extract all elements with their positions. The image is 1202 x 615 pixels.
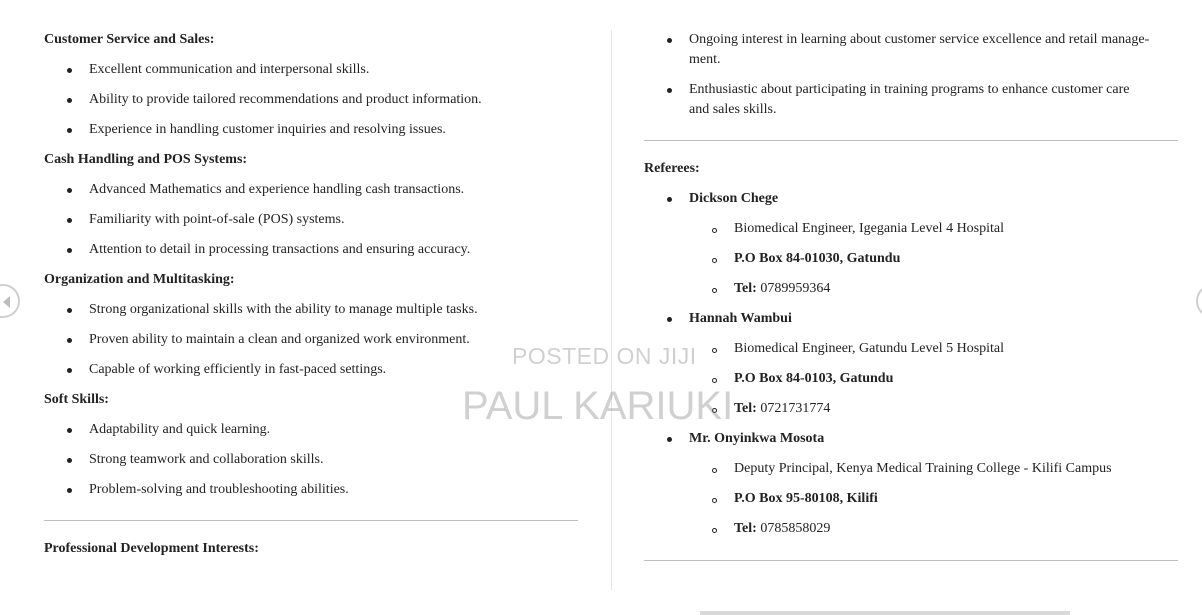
list-item: Problem-solving and troubleshooting abilities. xyxy=(89,482,349,497)
bullet-icon xyxy=(67,218,72,223)
tel-label: Tel: xyxy=(734,401,757,416)
circle-bullet-icon xyxy=(712,498,717,503)
referee-role: Deputy Principal, Kenya Medical Training College - Kilifi Campus xyxy=(734,461,1112,476)
circle-bullet-icon xyxy=(712,378,717,383)
bullet-icon xyxy=(67,188,72,193)
tel-label: Tel: xyxy=(734,281,757,296)
list-item-continuation: ment. xyxy=(689,52,721,67)
referee-name: Hannah Wambui xyxy=(689,311,792,326)
bullet-icon xyxy=(667,197,672,202)
list-item: Proven ability to maintain a clean and organized work environment. xyxy=(89,332,470,347)
list-item: Ability to provide tailored recommendations and product information. xyxy=(89,92,482,107)
bullet-icon xyxy=(67,98,72,103)
list-item: Adaptability and quick learning. xyxy=(89,422,271,437)
circle-bullet-icon xyxy=(712,348,717,353)
list-item: Excellent communication and interpersonal skills. xyxy=(89,62,370,77)
referee-role: Biomedical Engineer, Igegania Level 4 Hospital xyxy=(734,221,1005,236)
list-item: Familiarity with point-of-sale (POS) systems. xyxy=(89,212,345,227)
list-item: Experience in handling customer inquiries and resolving issues. xyxy=(89,122,446,137)
scrollbar[interactable] xyxy=(700,611,1070,615)
previous-image-arrow-icon[interactable] xyxy=(0,284,20,318)
section-heading-cash-handling: Cash Handling and POS Systems: xyxy=(44,152,248,167)
section-heading-professional-development: Professional Development Interests: xyxy=(44,541,259,556)
referee-address: P.O Box 84-0103, Gatundu xyxy=(734,371,894,386)
section-heading-customer-service: Customer Service and Sales: xyxy=(44,32,215,47)
bullet-icon xyxy=(667,38,672,43)
list-item: Strong teamwork and collaboration skills. xyxy=(89,452,324,467)
list-item-continuation: and sales skills. xyxy=(689,102,777,117)
referee-name: Dickson Chege xyxy=(689,191,779,206)
bullet-icon xyxy=(67,488,72,493)
referee-phone xyxy=(734,519,830,539)
circle-bullet-icon xyxy=(712,258,717,263)
bullet-icon xyxy=(67,368,72,373)
horizontal-rule xyxy=(44,520,578,521)
tel-number: 0789959364 xyxy=(760,281,831,296)
referee-name: Mr. Onyinkwa Mosota xyxy=(689,431,825,446)
tel-number: 0721731774 xyxy=(760,401,831,416)
list-item: Capable of working efficiently in fast-paced settings. xyxy=(89,362,387,377)
bullet-icon xyxy=(67,428,72,433)
circle-bullet-icon xyxy=(712,468,717,473)
bullet-icon xyxy=(67,338,72,343)
bullet-icon xyxy=(67,68,72,73)
bullet-icon xyxy=(67,308,72,313)
referee-address: P.O Box 84-01030, Gatundu xyxy=(734,251,901,266)
bullet-icon xyxy=(667,88,672,93)
section-heading-referees: Referees: xyxy=(644,161,700,176)
horizontal-rule xyxy=(644,560,1178,561)
referee-phone xyxy=(734,399,830,419)
tel-label: Tel: xyxy=(734,521,757,536)
list-item: Enthusiastic about participating in training programs to enhance customer care xyxy=(689,82,1130,97)
bullet-icon xyxy=(667,317,672,322)
list-item: Strong organizational skills with the ability to manage multiple tasks. xyxy=(89,302,478,317)
circle-bullet-icon xyxy=(712,528,717,533)
circle-bullet-icon xyxy=(712,288,717,293)
watermark-posted-on: POSTED ON JIJI xyxy=(512,343,697,369)
bullet-icon xyxy=(667,437,672,442)
bullet-icon xyxy=(67,248,72,253)
horizontal-rule xyxy=(644,140,1178,141)
circle-bullet-icon xyxy=(712,228,717,233)
section-heading-organization: Organization and Multitasking: xyxy=(44,272,235,287)
page-divider xyxy=(611,30,612,590)
list-item: Ongoing interest in learning about customer service excellence and retail manage- xyxy=(689,32,1150,47)
watermark-seller-name: PAUL KARIUKI xyxy=(462,384,734,428)
referee-address: P.O Box 95-80108, Kilifi xyxy=(734,491,878,506)
referee-phone xyxy=(734,279,830,299)
referee-role: Biomedical Engineer, Gatundu Level 5 Hospital xyxy=(734,341,1005,356)
section-heading-soft-skills: Soft Skills: xyxy=(44,392,109,407)
list-item: Advanced Mathematics and experience handling cash transactions. xyxy=(89,182,465,197)
bullet-icon xyxy=(67,128,72,133)
tel-number: 0785858029 xyxy=(760,521,831,536)
next-image-arrow-icon[interactable] xyxy=(1196,284,1202,318)
list-item: Attention to detail in processing transactions and ensuring accuracy. xyxy=(89,242,471,257)
bullet-icon xyxy=(67,458,72,463)
